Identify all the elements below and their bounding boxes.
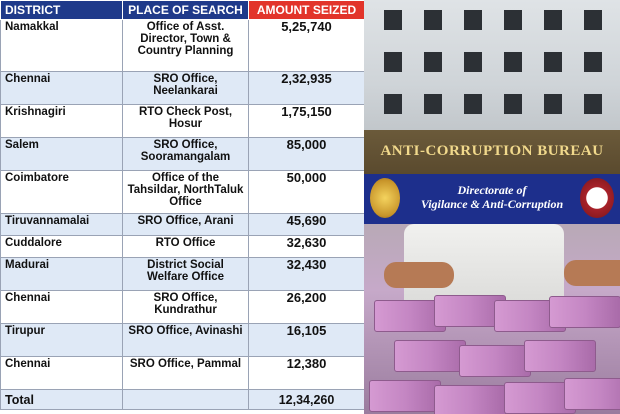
table-header-row bbox=[1, 1, 365, 20]
place-of-search-cell: Office of the Tahsildar, NorthTaluk Office bbox=[123, 171, 249, 214]
amount-seized-cell: 32,430 bbox=[249, 258, 365, 291]
place-of-search-cell: SRO Office, Arani bbox=[123, 214, 249, 236]
table-row bbox=[1, 72, 365, 105]
district-cell: Coimbatore bbox=[1, 171, 123, 214]
place-of-search-cell: SRO Office, Kundrathur bbox=[123, 291, 249, 324]
table-row bbox=[1, 171, 365, 214]
bureau-sign-text: ANTI-CORRUPTION BUREAU bbox=[380, 143, 604, 159]
table-row bbox=[1, 214, 365, 236]
district-cell: Tirupur bbox=[1, 324, 123, 357]
total-amount-cell: 12,34,260 bbox=[249, 390, 365, 410]
banknote-bundle bbox=[434, 385, 506, 414]
total-empty-cell bbox=[123, 390, 249, 410]
banknote-bundle bbox=[564, 378, 620, 410]
place-of-search-cell: RTO Check Post, Hosur bbox=[123, 105, 249, 138]
state-emblem-icon bbox=[370, 178, 400, 218]
table-row bbox=[1, 105, 365, 138]
table-body bbox=[1, 20, 365, 410]
table-row bbox=[1, 357, 365, 390]
vigilance-logo-icon bbox=[580, 178, 614, 218]
banknote-bundle bbox=[394, 340, 466, 372]
table-row bbox=[1, 291, 365, 324]
building-facade-image bbox=[364, 0, 620, 140]
place-of-search-cell: SRO Office, Sooramangalam bbox=[123, 138, 249, 171]
news-photo-collage bbox=[364, 0, 620, 414]
place-of-search-cell: SRO Office, Avinashi bbox=[123, 324, 249, 357]
total-row bbox=[1, 390, 365, 410]
district-cell: Salem bbox=[1, 138, 123, 171]
district-cell: Madurai bbox=[1, 258, 123, 291]
district-cell: Chennai bbox=[1, 357, 123, 390]
district-cell: Tiruvannamalai bbox=[1, 214, 123, 236]
amount-seized-cell: 2,32,935 bbox=[249, 72, 365, 105]
district-cell: Chennai bbox=[1, 291, 123, 324]
place-of-search-cell: Office of Asst. Director, Town & Country Planning bbox=[123, 20, 249, 72]
amount-seized-cell: 12,380 bbox=[249, 357, 365, 390]
table-row bbox=[1, 138, 365, 171]
banknote-bundle bbox=[459, 345, 531, 377]
directorate-line-2: Vigilance & Anti-Corruption bbox=[420, 197, 564, 211]
total-label-cell: Total bbox=[1, 390, 123, 410]
amount-seized-cell: 26,200 bbox=[249, 291, 365, 324]
place-of-search-cell: SRO Office, Neelankarai bbox=[123, 72, 249, 105]
banknote-bundle bbox=[369, 380, 441, 412]
amount-seized-cell: 85,000 bbox=[249, 138, 365, 171]
table-row bbox=[1, 236, 365, 258]
district-cell: Chennai bbox=[1, 72, 123, 105]
district-cell: Cuddalore bbox=[1, 236, 123, 258]
left-hand-shape bbox=[384, 262, 454, 288]
directorate-line-1: Directorate of bbox=[457, 183, 527, 197]
amount-seized-cell: 45,690 bbox=[249, 214, 365, 236]
banknote-bundle bbox=[524, 340, 596, 372]
amount-seized-cell: 16,105 bbox=[249, 324, 365, 357]
amount-seized-cell: 5,25,740 bbox=[249, 20, 365, 72]
district-cell: Namakkal bbox=[1, 20, 123, 72]
header-amount-seized: AMOUNT SEIZED bbox=[249, 1, 365, 20]
amount-seized-cell: 50,000 bbox=[249, 171, 365, 214]
table-row bbox=[1, 20, 365, 72]
place-of-search-cell: SRO Office, Pammal bbox=[123, 357, 249, 390]
place-of-search-cell: RTO Office bbox=[123, 236, 249, 258]
banknote-bundle bbox=[549, 296, 620, 328]
table-row bbox=[1, 258, 365, 291]
amount-seized-cell: 1,75,150 bbox=[249, 105, 365, 138]
amount-seized-cell: 32,630 bbox=[249, 236, 365, 258]
directorate-text bbox=[404, 183, 580, 211]
header-district: DISTRICT bbox=[1, 1, 123, 20]
table-row bbox=[1, 324, 365, 357]
place-of-search-cell: District Social Welfare Office bbox=[123, 258, 249, 291]
district-cell: Krishnagiri bbox=[1, 105, 123, 138]
header-place-of-search: PLACE OF SEARCH bbox=[123, 1, 249, 20]
right-hand-shape bbox=[564, 260, 620, 286]
